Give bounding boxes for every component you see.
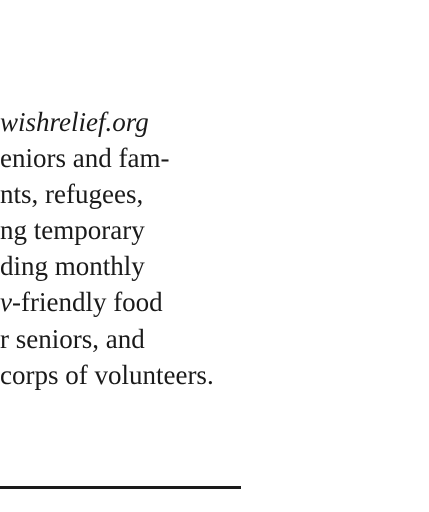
horizontal-rule: [0, 486, 241, 489]
line-5-text: ding monthly: [0, 251, 145, 282]
article-paragraph: [0, 104, 214, 393]
paragraph-line-7: [0, 321, 214, 357]
paragraph-line-8: [0, 357, 214, 393]
line-8-text: corps of volunteers.: [0, 359, 214, 390]
paragraph-line-1: [0, 104, 214, 140]
line-7-text: r seniors, and: [0, 323, 145, 354]
paragraph-line-2: [0, 140, 214, 176]
line-3-text: nts, refugees,: [0, 179, 144, 210]
line-2-text: eniors and fam-: [0, 143, 170, 174]
paragraph-line-5: [0, 248, 214, 284]
paragraph-line-3: [0, 176, 214, 212]
website-link-text: wishrelief.org: [0, 107, 149, 137]
line-4-text: ng temporary: [0, 215, 145, 246]
italic-fragment: v: [0, 287, 12, 318]
paragraph-line-4: [0, 212, 214, 248]
paragraph-line-6: [0, 284, 214, 320]
line-6-text: -friendly food: [11, 287, 163, 318]
